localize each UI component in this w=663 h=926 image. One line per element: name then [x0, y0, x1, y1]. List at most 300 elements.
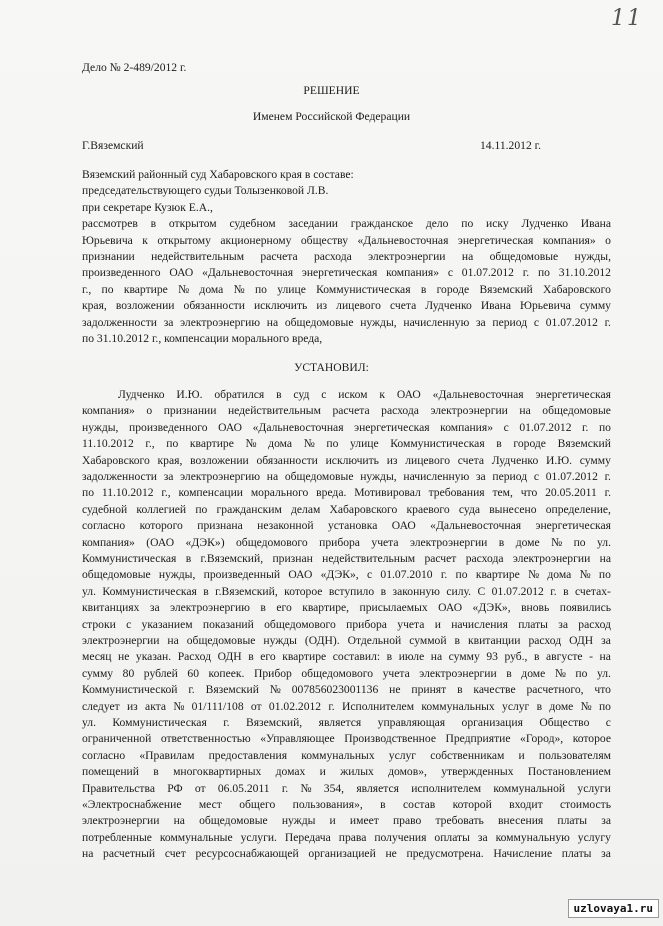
text-line: [82, 233, 611, 248]
text-line: [82, 682, 611, 697]
word: в: [150, 217, 157, 231]
word: прибора: [346, 617, 387, 631]
word: установка: [328, 519, 378, 533]
word: Исполнителем: [342, 699, 415, 713]
text-line: [82, 748, 611, 763]
word: морального: [250, 486, 309, 500]
word: коллегией: [136, 502, 187, 516]
decision-date: 14.11.2012 г.: [480, 139, 541, 152]
word: расхода: [313, 250, 352, 263]
section-title: УСТАНОВИЛ:: [294, 361, 369, 374]
word: №: [554, 666, 566, 680]
word: ул.: [82, 584, 96, 598]
word: «Дальневосточная: [357, 233, 449, 247]
text-line: Вяземский районный суд Хабаровского края в составе:: [82, 168, 354, 181]
word: «Управляющее: [260, 732, 335, 746]
word: заседании: [288, 217, 339, 231]
word: компания»: [82, 535, 135, 549]
word: ул.: [596, 666, 611, 680]
word: дома: [199, 282, 224, 296]
word: тем,: [492, 486, 513, 500]
word: требования: [428, 486, 485, 500]
word: сумму: [82, 666, 114, 680]
word: задолженности: [82, 470, 157, 483]
word: произведенного: [129, 420, 208, 434]
word: счет: [164, 847, 186, 861]
word: за: [601, 847, 611, 861]
word: г.: [328, 699, 335, 713]
word: «Правилам: [139, 748, 195, 762]
word: в: [454, 634, 460, 647]
word: вступило: [328, 584, 375, 598]
word: на: [173, 814, 185, 828]
word: жилых: [340, 765, 374, 779]
text-line: [82, 249, 611, 264]
word: 31.10.2012: [558, 266, 611, 280]
word: из: [316, 299, 328, 313]
word: ОАО: [218, 420, 243, 434]
word: общедомовые: [82, 568, 151, 582]
text-line: [82, 797, 611, 812]
word: Вяземский: [205, 683, 259, 697]
word: «Электроснабжение: [82, 798, 182, 811]
word: произведенного: [82, 266, 161, 280]
word: №: [269, 683, 281, 697]
word: общедомовые: [199, 814, 268, 828]
word: что: [594, 683, 611, 697]
word: мест: [198, 798, 222, 811]
word: акта: [145, 699, 167, 713]
word: о: [605, 233, 611, 247]
word: не: [389, 683, 401, 697]
word: Мотивировал: [354, 486, 421, 500]
word: по: [575, 666, 588, 680]
word: Начисление: [493, 847, 553, 861]
word: стоимость: [560, 798, 611, 811]
word: №: [245, 437, 257, 451]
word: №: [528, 568, 540, 582]
word: пользования»,: [292, 798, 363, 811]
word: г.: [582, 420, 589, 434]
word: компания»: [82, 404, 135, 418]
word: Вяземский: [479, 282, 533, 296]
word: городе: [513, 437, 546, 451]
word: рублей: [143, 666, 178, 680]
word: электроэнергии: [512, 552, 591, 565]
word: улице: [277, 282, 306, 296]
word: согласно: [82, 748, 126, 762]
word: о: [146, 404, 153, 418]
word: Лудченко: [118, 388, 165, 401]
text-line: [82, 731, 611, 746]
word: по: [537, 266, 550, 280]
word: общедомового: [301, 666, 374, 680]
word: 01.07.2012: [491, 584, 544, 598]
word: которое: [284, 584, 323, 598]
word: счета: [389, 299, 417, 313]
word: требовать: [435, 814, 484, 828]
word: РФ: [167, 781, 183, 795]
word: которой: [452, 798, 492, 811]
word: обязанности: [256, 453, 318, 467]
word: энергетическая: [354, 420, 430, 434]
word: г.: [440, 568, 448, 582]
word: за: [475, 315, 486, 329]
word: в: [536, 699, 543, 713]
word: на: [167, 634, 179, 647]
word: акционерному: [220, 233, 292, 247]
word: Юрьевича: [520, 299, 571, 313]
word: расчета: [260, 250, 298, 263]
word: 93: [486, 650, 498, 664]
word: Хабаровского: [543, 282, 611, 296]
word: суд: [293, 388, 310, 401]
word: Коммунистическая: [390, 437, 485, 451]
word: в: [498, 535, 505, 549]
word: произведенный: [203, 568, 281, 582]
word: в: [506, 666, 512, 680]
text-line: [82, 764, 611, 779]
word: к: [379, 388, 385, 401]
word: нужды,: [360, 315, 397, 329]
word: электроэнергии: [419, 666, 497, 680]
word: в: [185, 552, 192, 565]
word: с: [533, 470, 539, 483]
word: Расход: [177, 650, 212, 664]
word: в: [380, 798, 386, 811]
word: помещений: [82, 765, 139, 779]
word: ОАО: [438, 601, 463, 615]
word: лицевого: [405, 453, 451, 467]
word: Правительства: [82, 781, 155, 795]
word: №: [580, 699, 592, 713]
word: по: [82, 486, 95, 500]
word: обществу: [300, 233, 349, 247]
word: доме: [549, 699, 574, 713]
word: И.Ю.: [545, 453, 573, 467]
word: организацией: [308, 847, 376, 861]
word: 01.07.2012: [545, 470, 598, 483]
word: и: [319, 765, 326, 779]
word: на: [519, 404, 531, 418]
word: от: [250, 699, 262, 713]
word: расчета: [332, 404, 370, 418]
word: квитанциях: [82, 601, 140, 615]
word: судебной: [82, 502, 128, 516]
word: которого: [139, 519, 183, 533]
text-line: [82, 216, 611, 231]
word: 01.07.2010: [380, 568, 433, 582]
word: за: [149, 601, 160, 615]
text-line: [82, 781, 611, 796]
word: в: [386, 650, 393, 664]
word: от: [194, 781, 206, 795]
word: исполнителем: [411, 781, 482, 795]
word: на: [599, 650, 611, 664]
word: краевого: [406, 502, 450, 516]
word: нужды: [263, 634, 297, 647]
word: И.Ю.: [176, 388, 203, 401]
word: общедомового: [264, 617, 336, 631]
word: Лудченко: [491, 453, 539, 467]
text-line: [82, 453, 611, 468]
word: признан: [272, 552, 313, 565]
word: доме: [515, 535, 540, 549]
word: качестве: [473, 683, 516, 697]
word: 01.02.2012: [268, 699, 322, 713]
word: коммунальной: [493, 781, 566, 795]
word: указанием: [141, 617, 193, 631]
word: руб.,: [504, 650, 528, 664]
word: Хабаровского: [82, 453, 150, 467]
word: с: [503, 420, 509, 434]
word: Передача: [284, 830, 331, 844]
word: по: [326, 437, 339, 451]
word: 01.07.2012: [545, 315, 598, 329]
word: «ДЭК»,: [472, 601, 511, 615]
word: начисления: [451, 617, 508, 631]
word: вновь: [521, 601, 550, 615]
word: недействительным: [151, 250, 245, 263]
word: вреда.: [316, 486, 347, 500]
word: улице: [350, 437, 379, 451]
word: исключить: [253, 299, 308, 313]
word: и: [434, 617, 441, 631]
word: Юрьевича: [82, 233, 133, 247]
text-line: [82, 282, 611, 297]
word: энергетическая: [457, 233, 534, 247]
word: незаконной: [257, 519, 314, 533]
word: ответственностью: [160, 732, 251, 746]
watermark: uzlovaya1.ru: [568, 899, 659, 918]
word: обратился: [214, 388, 265, 401]
word: пользователям: [538, 748, 611, 762]
word: сумму: [579, 453, 611, 467]
word: г.Вяземский,: [200, 552, 264, 565]
word: коммунальную: [495, 830, 570, 844]
word: июле: [398, 650, 425, 664]
word: не: [118, 650, 130, 664]
word: платы: [557, 814, 588, 828]
word: за: [601, 634, 611, 647]
word: за: [601, 814, 611, 828]
word: платы: [561, 847, 592, 861]
text-line: [82, 584, 611, 599]
word: расчетного,: [526, 683, 584, 697]
text-line: [82, 298, 611, 313]
word: расход: [578, 617, 611, 631]
word: дома: [268, 437, 293, 451]
word: по: [254, 282, 267, 296]
word: открытом: [168, 217, 217, 231]
word: счетах-: [574, 584, 611, 598]
word: Прибор: [253, 666, 292, 680]
word: электроэнергии: [368, 250, 446, 263]
word: г.Вяземский,: [215, 584, 278, 598]
text-line: председательствующего судьи Толызенковой Л.В.: [82, 184, 329, 198]
word: признании: [82, 250, 135, 263]
word: гражданское: [350, 217, 414, 231]
word: составил:: [332, 650, 381, 664]
word: Коммунистическая: [82, 552, 177, 565]
word: квартире: [189, 437, 234, 451]
word: по: [195, 502, 208, 516]
word: г.,: [161, 486, 171, 500]
text-line: [82, 315, 611, 330]
word: общедомового: [236, 535, 308, 549]
word: собственникам: [430, 748, 505, 762]
word: ОДН: [217, 650, 242, 664]
word: которое: [572, 732, 611, 746]
text-line: [82, 469, 611, 484]
word: нужды: [281, 814, 316, 828]
word: г.,: [82, 282, 92, 296]
word: копеек.: [208, 666, 245, 680]
text-line: [82, 715, 611, 730]
word: услуг: [388, 748, 417, 762]
word: услуги: [577, 781, 611, 795]
word: 60: [187, 666, 199, 680]
text-line: [82, 813, 611, 828]
document-subtitle: Именем Российской Федерации: [252, 110, 411, 123]
word: суммой: [409, 634, 447, 647]
word: организация: [461, 716, 523, 729]
word: его: [260, 650, 276, 664]
word: (ОАО: [146, 535, 175, 549]
word: №: [551, 535, 563, 549]
word: №: [233, 282, 245, 296]
city: Г.Вяземский: [82, 139, 144, 152]
word: внесения: [497, 814, 544, 828]
word: открытому: [157, 233, 211, 247]
word: дома: [547, 568, 572, 582]
word: по: [598, 699, 611, 713]
word: расхода: [465, 552, 504, 565]
word: делам: [290, 502, 321, 516]
word: за: [477, 830, 488, 844]
text-line: [82, 830, 611, 845]
word: с: [126, 617, 132, 631]
word: учета: [382, 666, 410, 680]
page-number-mark: 11: [611, 6, 643, 31]
word: месяц: [82, 650, 112, 664]
word: электроэнергию: [180, 315, 261, 329]
word: нужды,: [360, 470, 397, 483]
word: г.: [550, 584, 557, 598]
word: в: [153, 765, 159, 779]
word: коммунальные: [159, 830, 233, 844]
word: общедомовые: [542, 404, 611, 418]
word: на: [599, 552, 611, 565]
text-line: [82, 846, 611, 861]
word: С: [477, 584, 486, 598]
word: электроэнергии: [430, 404, 508, 418]
word: квартире,: [302, 601, 350, 615]
word: края,: [82, 299, 107, 313]
word: 06.05.2011: [217, 781, 270, 795]
word: Вяземский: [557, 437, 611, 451]
word: 01/111/108: [191, 699, 244, 713]
word: начисленную: [403, 470, 470, 483]
word: Предприятие: [445, 732, 511, 746]
word: электроэнергию: [170, 601, 250, 615]
word: дело: [425, 217, 449, 231]
word: согласно: [82, 519, 126, 533]
word: получения: [374, 830, 427, 844]
word: за: [475, 470, 486, 483]
word: г.: [188, 683, 195, 697]
word: возложении: [190, 453, 249, 467]
word: «ДЭК»): [185, 535, 225, 549]
word: 20.05.2011: [545, 486, 597, 500]
word: начисленную: [403, 315, 470, 329]
word: на: [82, 847, 94, 861]
word: в: [420, 282, 427, 296]
word: г.,: [145, 437, 155, 451]
word: ОАО: [288, 568, 313, 582]
word: по: [598, 568, 611, 582]
word: расход: [528, 634, 562, 647]
word: общедомовые: [186, 634, 256, 647]
word: №: [300, 781, 312, 795]
word: Производственное: [344, 732, 436, 746]
word: нужды,: [158, 568, 196, 582]
text-line: [82, 485, 611, 500]
word: общедомовые: [489, 250, 559, 263]
word: общедомовые: [284, 315, 354, 329]
word: Общество: [539, 716, 590, 729]
word: «Город»,: [520, 732, 564, 746]
word: признании: [163, 404, 217, 418]
word: период: [492, 315, 528, 329]
word: строки: [82, 617, 116, 631]
word: предоставления: [208, 748, 288, 762]
word: указан.: [135, 650, 172, 664]
word: следует: [82, 699, 120, 713]
word: с: [447, 266, 453, 280]
text-line: [82, 699, 611, 714]
word: квитанции: [467, 634, 521, 647]
word: домов»,: [388, 765, 427, 779]
word: определение,: [545, 502, 611, 516]
word: ресурсоснабжающей: [195, 847, 299, 861]
word: оплаты: [434, 830, 470, 844]
word: №: [173, 699, 185, 713]
word: услугу: [577, 830, 611, 844]
word: силу.: [446, 584, 472, 598]
word: сумму: [579, 299, 611, 313]
word: на: [461, 250, 474, 263]
word: электроэнергию: [180, 470, 261, 483]
word: «Дальневосточная: [430, 519, 522, 533]
word: по: [598, 420, 611, 434]
word: задолженности: [82, 315, 157, 329]
word: нужды,: [82, 420, 119, 434]
word: в: [276, 388, 282, 401]
word: квартире: [475, 568, 520, 582]
word: энергетическая: [535, 388, 611, 401]
word: признана: [197, 519, 243, 533]
word: домах: [275, 765, 306, 779]
word: общедомовые: [284, 470, 354, 483]
word: недействительным: [322, 552, 416, 565]
word: с: [605, 716, 611, 729]
word: возложении: [115, 299, 175, 313]
word: Коммунистическая: [112, 716, 207, 729]
word: коммунальных: [301, 748, 375, 762]
word: по: [166, 437, 179, 451]
word: квартире: [282, 650, 327, 664]
